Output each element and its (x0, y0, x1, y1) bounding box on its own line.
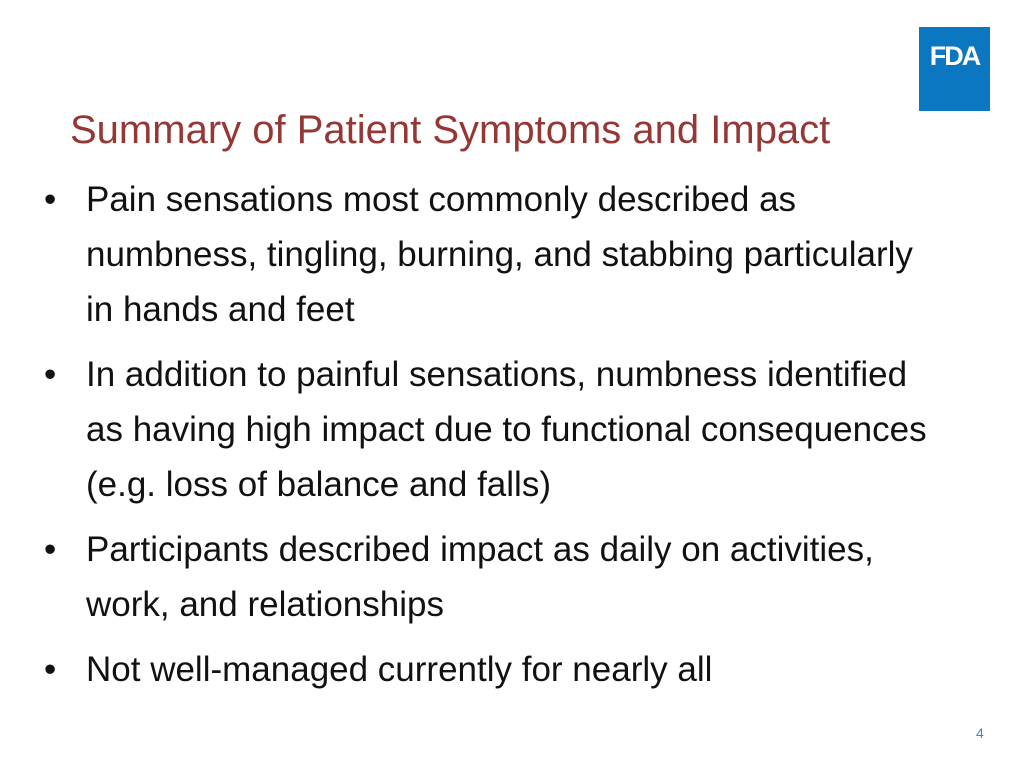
bullet-text: In addition to painful sensations, numbness identified as having high impact due to functional consequences (e.g. loss of balance and falls) (86, 355, 927, 504)
bullet-item (42, 522, 942, 632)
slide-number: 4 (976, 725, 984, 741)
bullet-text: Participants described impact as daily on activities, work, and relationships (86, 530, 874, 624)
bullet-text: Pain sensations most commonly described as numbness, tingling, burning, and stabbing particularly in hands and feet (86, 180, 913, 329)
bullet-item (42, 172, 942, 337)
bullet-icon: • (44, 650, 57, 689)
bullet-list (42, 172, 942, 707)
bullet-item (42, 347, 942, 512)
bullet-text: Not well-managed currently for nearly all (86, 650, 713, 689)
bullet-icon: • (44, 355, 57, 394)
fda-logo (919, 27, 990, 111)
bullet-item (42, 642, 942, 697)
bullet-icon: • (44, 180, 57, 219)
slide-title: Summary of Patient Symptoms and Impact (70, 108, 831, 152)
fda-logo-text: FDA (929, 41, 980, 71)
bullet-icon: • (44, 530, 57, 569)
